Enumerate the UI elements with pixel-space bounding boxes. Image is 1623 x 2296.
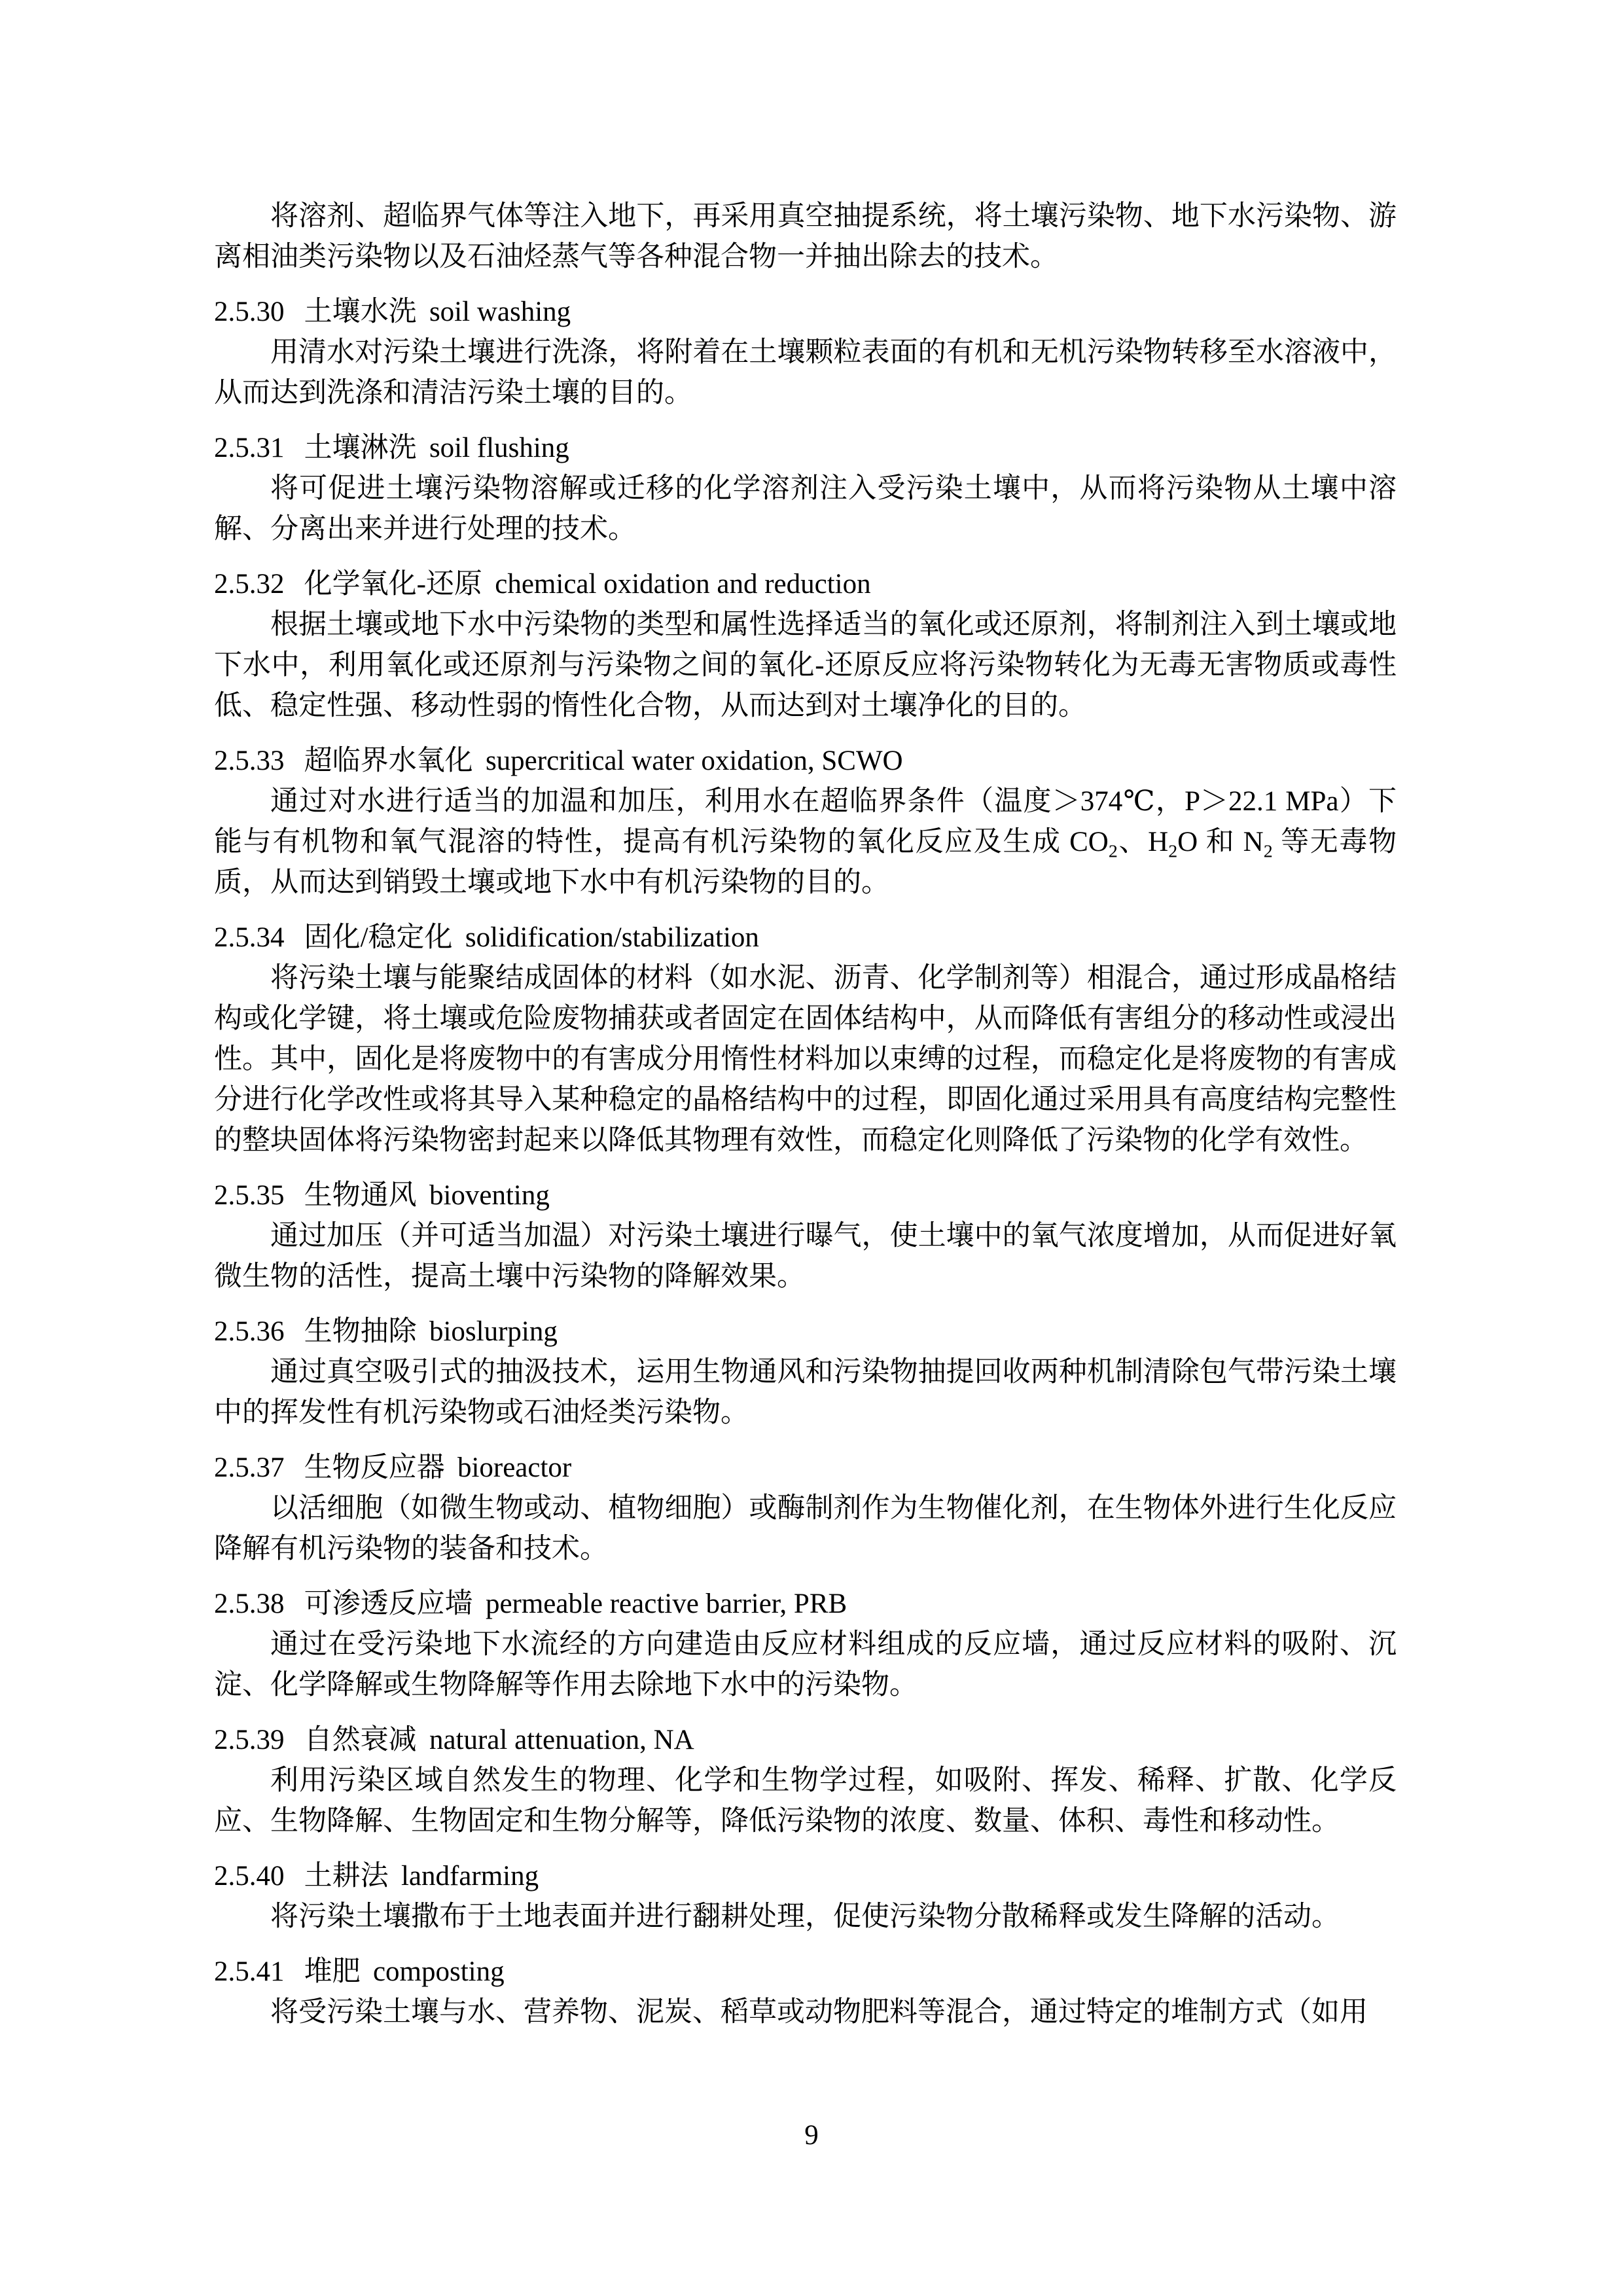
term-name-cn: 生物通风 <box>304 1180 417 1211</box>
term-name-en: permeable reactive barrier, PRB <box>485 1588 847 1619</box>
term-number: 2.5.38 <box>214 1588 285 1619</box>
term-number: 2.5.30 <box>214 296 285 327</box>
term-name-cn: 堆肥 <box>304 1956 361 1987</box>
term-name-cn: 土耕法 <box>304 1861 389 1892</box>
term-name-cn: 固化/稳定化 <box>304 922 453 953</box>
term-heading <box>214 1175 1397 1216</box>
term-number: 2.5.31 <box>214 433 285 463</box>
term-heading <box>214 1448 1397 1488</box>
term-name-cn: 超临界水氧化 <box>304 745 473 776</box>
term-number: 2.5.35 <box>214 1180 285 1211</box>
term-name-en: bioreactor <box>457 1452 572 1483</box>
term-heading <box>214 1952 1397 1992</box>
term-number: 2.5.34 <box>214 922 285 953</box>
term-name-cn: 生物抽除 <box>304 1316 417 1347</box>
term-number: 2.5.37 <box>214 1452 285 1483</box>
term-section <box>214 1952 1397 2033</box>
term-section <box>214 918 1397 1161</box>
term-definition: 通过加压（并可适当加温）对污染土壤进行曝气，使土壤中的氧气浓度增加，从而促进好氧微生物的活性，提高土壤中污染物的降解效果。 <box>214 1221 1397 1292</box>
term-definition: 将受污染土壤与水、营养物、泥炭、稻草或动物肥料等混合，通过特定的堆制方式（如用 <box>270 1997 1368 2028</box>
term-number: 2.5.41 <box>214 1956 285 1987</box>
term-name-en: landfarming <box>401 1861 539 1892</box>
term-name-en: soil flushing <box>429 433 569 463</box>
term-section <box>214 1584 1397 1706</box>
definition-continuation: 将溶剂、超临界气体等注入地下，再采用真空抽提系统，将土壤污染物、地下水污染物、游离相油类污染物以及石油烃蒸气等各种混合物一并抽出除去的技术。 <box>214 201 1397 272</box>
page-footer <box>0 2119 1623 2152</box>
term-name-cn: 自然衰减 <box>304 1725 417 1755</box>
term-name-en: chemical oxidation and reduction <box>495 569 871 600</box>
term-section <box>214 1448 1397 1570</box>
term-name-en: natural attenuation, NA <box>429 1725 694 1755</box>
term-heading <box>214 1312 1397 1352</box>
term-definition: 通过对水进行适当的加温和加压，利用水在超临界条件（温度＞374℃，P＞22.1 MPa）下能与有机物和氧气混溶的特性，提高有机污染物的氧化反应及生成 $CO_2$、$H_2O$ 和 $N_2$ 等无毒物质，从而达到销毁土壤或地下水中有机污染物的目的。 <box>214 786 1397 898</box>
page-number: 9 <box>804 2120 819 2151</box>
term-definition: 根据土壤或地下水中污染物的类型和属性选择适当的氧化或还原剂，将制剂注入到土壤或地下水中，利用氧化或还原剂与污染物之间的氧化-还原反应将污染物转化为无毒无害物质或毒性低、稳定性强、移动性弱的惰性化合物，从而达到对土壤净化的目的。 <box>214 609 1397 721</box>
term-name-cn: 土壤淋洗 <box>304 433 417 463</box>
term-definition: 通过在受污染地下水流经的方向建造由反应材料组成的反应墙，通过反应材料的吸附、沉淀、化学降解或生物降解等作用去除地下水中的污染物。 <box>214 1629 1397 1700</box>
term-name-cn: 可渗透反应墙 <box>304 1588 473 1619</box>
term-name-en: composting <box>372 1956 505 1987</box>
term-heading <box>214 1856 1397 1897</box>
term-definition: 利用污染区域自然发生的物理、化学和生物学过程，如吸附、挥发、稀释、扩散、化学反应、生物降解、生物固定和生物分解等，降低污染物的浓度、数量、体积、毒性和移动性。 <box>214 1765 1397 1837</box>
term-name-cn: 化学氧化-还原 <box>304 569 482 600</box>
term-heading <box>214 1584 1397 1624</box>
term-section <box>214 1856 1397 1937</box>
term-name-cn: 土壤水洗 <box>304 296 417 327</box>
term-name-en: solidification/stabilization <box>465 922 759 953</box>
term-number: 2.5.33 <box>214 745 285 776</box>
term-name-en: bioslurping <box>429 1316 558 1347</box>
term-heading <box>214 292 1397 332</box>
term-definition: 将污染土壤与能聚结成固体的材料（如水泥、沥青、化学制剂等）相混合，通过形成晶格结构或化学键，将土壤或危险废物捕获或者固定在固体结构中，从而降低有害组分的移动性或浸出性。其中，固化是将废物中的有害成分用惰性材料加以束缚的过程，而稳定化是将废物的有害成分进行化学改性或将其导入某种稳定的晶格结构中的过程，即固化通过采用具有高度结构完整性的整块固体将污染物密封起来以降低其物理有效性，而稳定化则降低了污染物的化学有效性。 <box>214 963 1397 1156</box>
term-heading <box>214 564 1397 605</box>
term-definition: 以活细胞（如微生物或动、植物细胞）或酶制剂作为生物催化剂，在生物体外进行生化反应降解有机污染物的装备和技术。 <box>214 1493 1397 1564</box>
term-definition: 将可促进土壤污染物溶解或迁移的化学溶剂注入受污染土壤中，从而将污染物从土壤中溶解、分离出来并进行处理的技术。 <box>214 473 1397 545</box>
term-heading <box>214 1720 1397 1761</box>
term-section <box>214 741 1397 903</box>
term-number: 2.5.36 <box>214 1316 285 1347</box>
term-section <box>214 292 1397 414</box>
term-name-en: bioventing <box>429 1180 550 1211</box>
term-section <box>214 1175 1397 1297</box>
term-name-en: soil washing <box>429 296 571 327</box>
term-heading <box>214 428 1397 469</box>
term-number: 2.5.39 <box>214 1725 285 1755</box>
term-name-cn: 生物反应器 <box>304 1452 445 1483</box>
term-section <box>214 1312 1397 1433</box>
term-section <box>214 564 1397 726</box>
term-heading <box>214 741 1397 781</box>
term-heading <box>214 918 1397 958</box>
term-definition: 将污染土壤撒布于土地表面并进行翻耕处理，促使污染物分散稀释或发生降解的活动。 <box>270 1901 1340 1932</box>
terminology-content <box>214 196 1397 2033</box>
term-name-en: supercritical water oxidation, SCWO <box>485 745 903 776</box>
term-section <box>214 428 1397 550</box>
term-number: 2.5.40 <box>214 1861 285 1892</box>
term-definition: 用清水对污染土壤进行洗涤，将附着在土壤颗粒表面的有机和无机污染物转移至水溶液中，从而达到洗涤和清洁污染土壤的目的。 <box>214 337 1397 408</box>
term-number: 2.5.32 <box>214 569 285 600</box>
term-definition: 通过真空吸引式的抽汲技术，运用生物通风和污染物抽提回收两种机制清除包气带污染土壤中的挥发性有机污染物或石油烃类污染物。 <box>214 1357 1397 1428</box>
term-section <box>214 1720 1397 1842</box>
